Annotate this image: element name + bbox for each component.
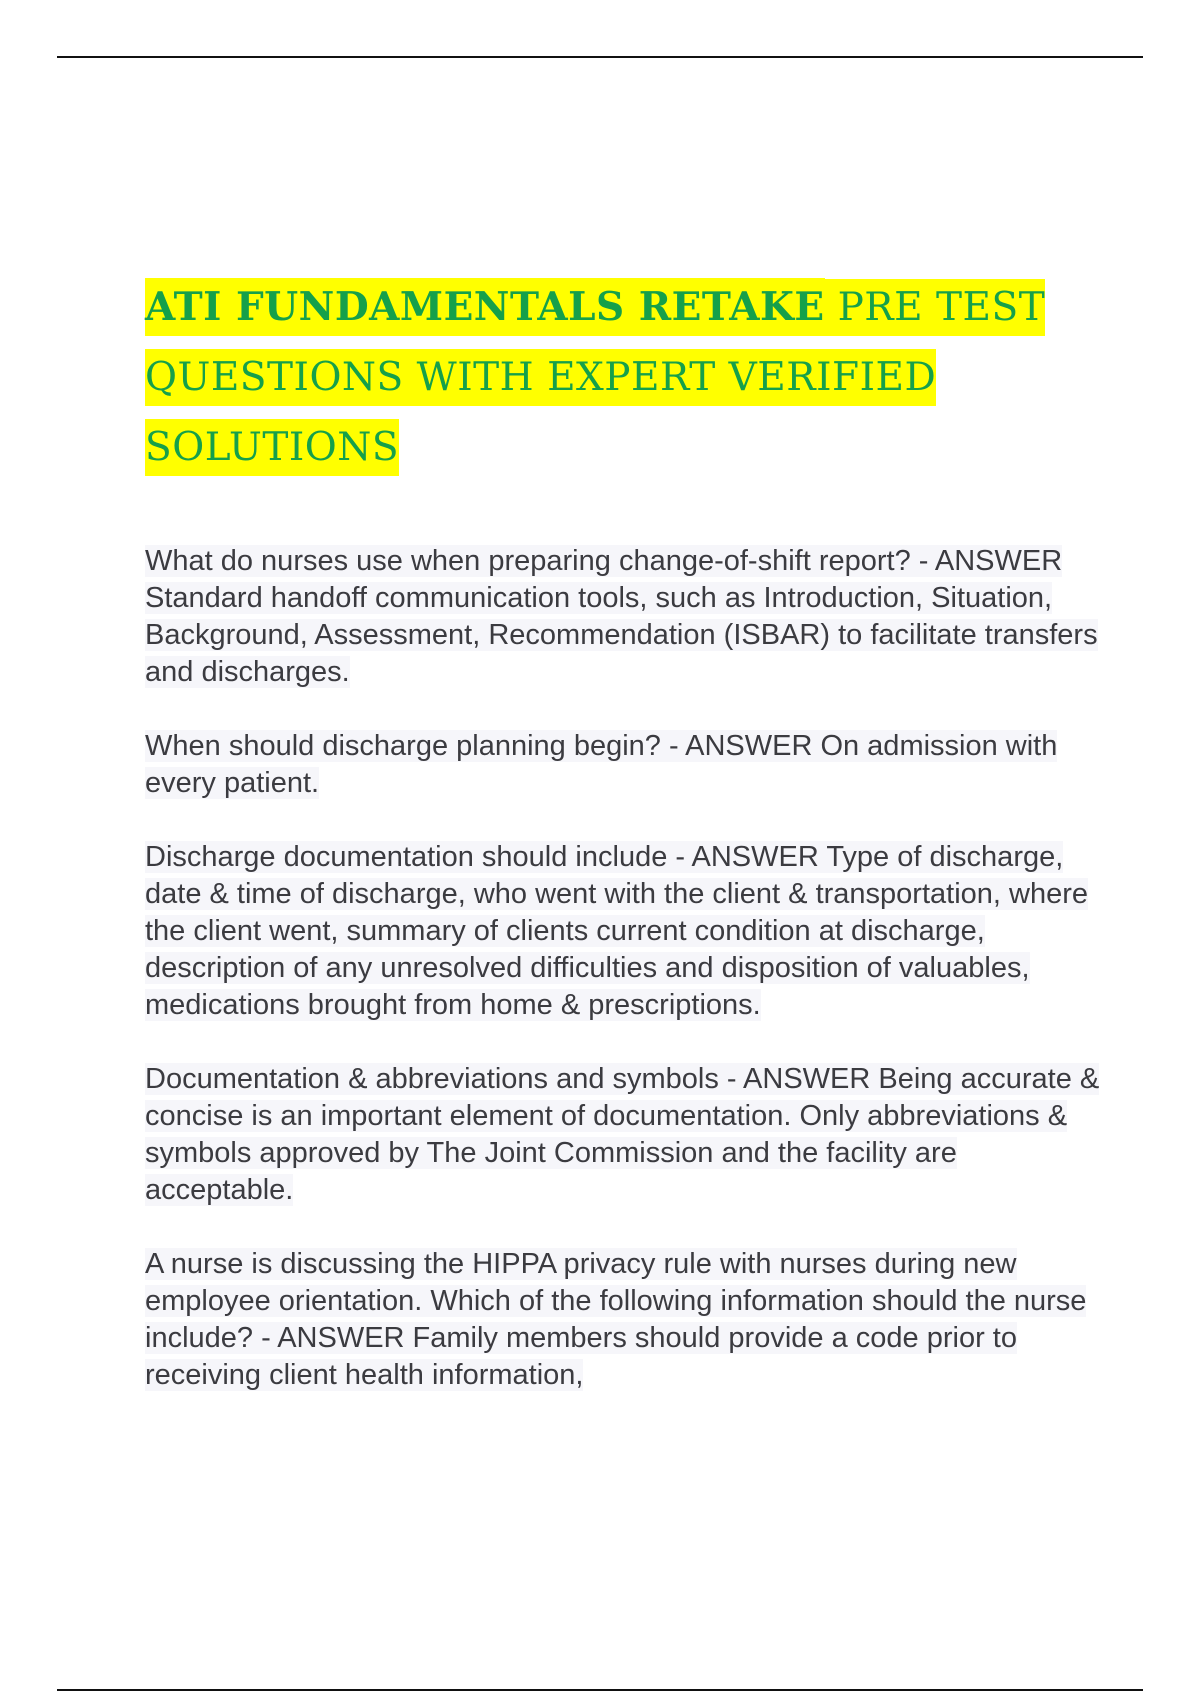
qa-text: A nurse is discussing the HIPPA privacy rule with nurses during new employee orientation. Which of the following information should the nurse include? - ANSWER Family members should provide a code prior to receiving client health information, xyxy=(145,1248,1087,1391)
qa-paragraph xyxy=(145,1246,1105,1394)
top-rule xyxy=(57,56,1143,58)
document-body xyxy=(145,543,1105,1431)
qa-paragraph xyxy=(145,728,1105,802)
qa-paragraph xyxy=(145,543,1105,691)
qa-text: What do nurses use when preparing change-of-shift report? - ANSWER Standard handoff communication tools, such as Introduction, Situation, Background, Assessment, Recommendation (ISBAR) to facilitate transfers and discharges. xyxy=(145,545,1098,688)
qa-text: Documentation & abbreviations and symbols - ANSWER Being accurate & concise is an important element of documentation. Only abbreviations & symbols approved by The Joint Commission and the facility are acceptable. xyxy=(145,1063,1100,1206)
qa-text: When should discharge planning begin? - ANSWER On admission with every patient. xyxy=(145,730,1058,799)
document-title xyxy=(145,272,1075,483)
qa-paragraph xyxy=(145,839,1105,1024)
title-bold: ATI FUNDAMENTALS RETAKE xyxy=(145,278,825,336)
qa-paragraph xyxy=(145,1061,1105,1209)
title-regular: PRE TEST QUESTIONS WITH EXPERT VERIFIED SOLUTIONS xyxy=(145,279,1045,476)
bottom-rule xyxy=(57,1689,1143,1691)
qa-text: Discharge documentation should include - ANSWER Type of discharge, date & time of discharge, who went with the client & transportation, where the client went, summary of clients current condition at discharge, description of any unresolved difficulties and disposition of valuables, medications brought from home & prescriptions. xyxy=(145,841,1088,1021)
